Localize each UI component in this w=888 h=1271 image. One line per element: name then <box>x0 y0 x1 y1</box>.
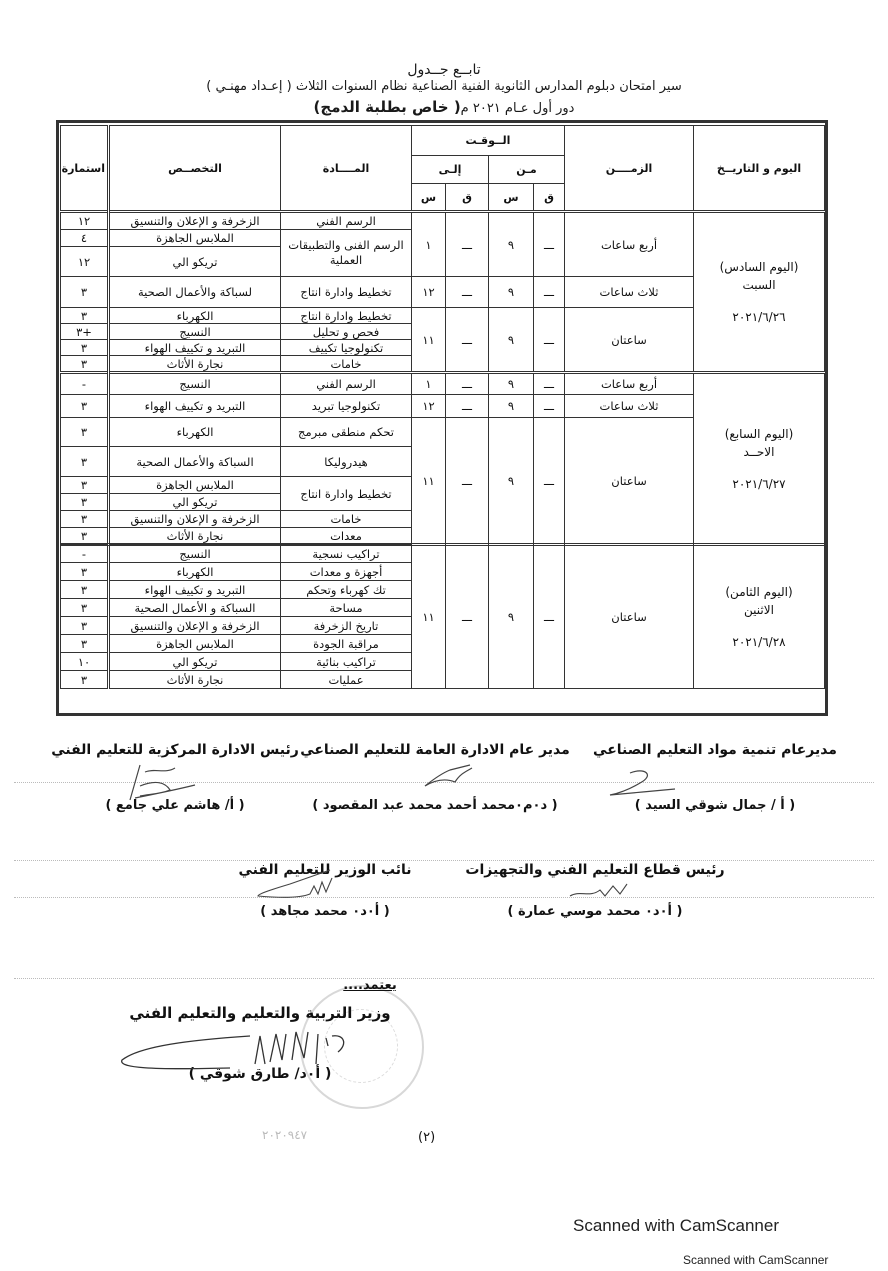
subject-cell: الرسم الفنى والتطبيقات العملية <box>281 230 412 277</box>
signatory-name: ( د٠م٠محمد أحمد محمد عبد المقصود ) <box>312 798 558 813</box>
subject-cell: عمليات <box>281 671 412 689</box>
to-s-cell: ١١ <box>412 418 446 545</box>
specialization-cell: الكهرباء <box>109 308 281 324</box>
specialization-cell: الزخرفة و الإعلان والتنسيق <box>109 511 281 528</box>
subject-cell: تخطيط وادارة انتاج <box>281 277 412 308</box>
signatory-title: نائب الوزير للتعليم الفني <box>238 862 412 878</box>
specialization-cell: نجارة الأثاث <box>109 528 281 545</box>
col-header-to: إلـى <box>412 156 489 184</box>
from-s-cell: ٩ <box>489 395 534 418</box>
specialization-cell: الكهرباء <box>109 563 281 581</box>
to-q-cell: ـــ <box>446 545 489 689</box>
col-header-form: استمارة <box>61 126 109 212</box>
specialization-cell: تريكو الي <box>109 653 281 671</box>
subject-cell: تراكيب نسجية <box>281 545 412 563</box>
to-s-cell: ١ <box>412 212 446 277</box>
specialization-cell: تريكو الي <box>109 247 281 277</box>
form-cell: ٣ <box>61 511 109 528</box>
col-header-time: الــوقـت <box>412 126 565 156</box>
specialization-cell: الزخرفة و الإعلان والتنسيق <box>109 617 281 635</box>
table-row <box>61 545 825 563</box>
duration-cell: ساعتان <box>565 418 694 545</box>
col-header-specialization: التخصــص <box>109 126 281 212</box>
form-cell: ٣ <box>61 447 109 477</box>
form-cell: ٣ <box>61 418 109 447</box>
subject-cell: الرسم الفني <box>281 373 412 395</box>
specialization-cell: التبريد و تكييف الهواء <box>109 581 281 599</box>
subject-cell: معدات <box>281 528 412 545</box>
form-cell: ٣ <box>61 528 109 545</box>
form-cell: ٣ <box>61 277 109 308</box>
signatory-name: ( أ٠د/ طارق شوقي ) <box>188 1066 332 1082</box>
specialization-cell: تريكو الي <box>109 494 281 511</box>
col-header-duration: الزمــــن <box>565 126 694 212</box>
to-s-cell: ١١ <box>412 545 446 689</box>
day-weekday: الاحــد <box>743 444 775 459</box>
to-q-cell: ـــ <box>446 395 489 418</box>
from-q-cell: ـــ <box>534 545 565 689</box>
col-header-day-date: اليوم و التاريــخ <box>694 126 825 212</box>
day-cell <box>694 545 825 689</box>
form-cell: ٣ <box>61 477 109 494</box>
signatory-title: رئيس الادارة المركزية للتعليم الفني <box>51 742 299 758</box>
signatory-name: ( أ٠د٠ محمد موسي عمارة ) <box>507 904 683 919</box>
form-cell: ١٢ <box>61 212 109 230</box>
from-q-cell: ـــ <box>534 277 565 308</box>
from-q-cell: ـــ <box>534 373 565 395</box>
day-cell <box>694 373 825 545</box>
session-bold-text: ( خاص بطلبة الدمج) <box>313 98 461 116</box>
session-text: دور أول عـام ٢٠٢١ م <box>460 101 575 116</box>
table-row <box>61 373 825 395</box>
specialization-cell: النسيج <box>109 545 281 563</box>
day-label: (اليوم الثامن) <box>725 585 793 599</box>
day-date: ٢٠٢١/٦/٢٨ <box>732 635 786 649</box>
subject-cell: تكنولوجيا تبريد <box>281 395 412 418</box>
specialization-cell: النسيج <box>109 373 281 395</box>
handwritten-signature <box>110 760 200 805</box>
from-q-cell: ـــ <box>534 308 565 373</box>
form-cell: ٣ <box>61 308 109 324</box>
exam-schedule-table <box>60 125 825 689</box>
subject-cell: الرسم الفني <box>281 212 412 230</box>
from-s-cell: ٩ <box>489 212 534 277</box>
subject-cell: تك كهرباء وتحكم <box>281 581 412 599</box>
approval-text: يعتمد.... <box>343 978 397 993</box>
col-header-from-q: ق <box>534 184 565 212</box>
duration-cell: ثلاث ساعات <box>565 277 694 308</box>
form-cell: ٣ <box>61 563 109 581</box>
subject-cell: أجهزة و معدات <box>281 563 412 581</box>
specialization-cell: الملابس الجاهزة <box>109 635 281 653</box>
col-header-from-s: س <box>489 184 534 212</box>
form-cell: ٣ <box>61 356 109 373</box>
signatory-title: وزير التربية والتعليم والتعليم الفني <box>129 1004 391 1022</box>
day-weekday: الاثنين <box>744 603 774 617</box>
signatory-title: رئيس قطاع التعليم الفني والتجهيزات <box>465 862 725 878</box>
duration-cell: أربع ساعات <box>565 212 694 277</box>
day-date: ٢٠٢١/٦/٢٧ <box>732 476 786 491</box>
duration-cell: أربع ساعات <box>565 373 694 395</box>
doc-heading-continuation: تابــع جــدول <box>407 62 481 78</box>
to-q-cell: ـــ <box>446 418 489 545</box>
approval-label <box>330 978 410 993</box>
form-cell: ٣ <box>61 617 109 635</box>
subject-cell: تحكم منطقى مبرمج <box>281 418 412 447</box>
handwritten-signature <box>565 882 635 902</box>
subject-cell: تراكيب بنائية <box>281 653 412 671</box>
subject-cell: تخطيط وادارة انتاج <box>281 308 412 324</box>
signatory-name: ( أ٠د٠ محمد مجاهد ) <box>260 904 390 919</box>
duration-cell: ثلاث ساعات <box>565 395 694 418</box>
form-cell: - <box>61 373 109 395</box>
col-header-subject: المــــادة <box>281 126 412 212</box>
signatory-title: مديرعام تنمية مواد التعليم الصناعي <box>593 742 837 758</box>
col-header-from: مـن <box>489 156 565 184</box>
handwritten-signature <box>410 760 480 790</box>
day-cell <box>694 212 825 373</box>
specialization-cell: النسيج <box>109 324 281 340</box>
doc-heading-title: سير امتحان دبلوم المدارس الثانوية الفنية الصناعية نظام السنوات الثلاث ( إعـداد مهنـي ) <box>206 79 682 94</box>
doc-heading-session <box>0 98 888 116</box>
duration-cell: ساعتان <box>565 308 694 373</box>
from-s-cell: ٩ <box>489 308 534 373</box>
col-header-to-q: ق <box>446 184 489 212</box>
scan-line <box>14 978 874 979</box>
from-q-cell: ـــ <box>534 212 565 277</box>
col-header-to-s: س <box>412 184 446 212</box>
duration-cell: ساعتان <box>565 545 694 689</box>
signatory-name: ( أ/ هاشم علي جامع ) <box>105 798 245 813</box>
form-cell: ١٠ <box>61 653 109 671</box>
to-s-cell: ١ <box>412 373 446 395</box>
day-weekday: السبت <box>742 278 776 292</box>
handwritten-signature <box>250 868 340 904</box>
page-number: (٢) <box>418 1130 436 1145</box>
subject-cell: خامات <box>281 511 412 528</box>
specialization-cell: الملابس الجاهزة <box>109 477 281 494</box>
from-s-cell: ٩ <box>489 277 534 308</box>
specialization-cell: التبريد و تكييف الهواء <box>109 395 281 418</box>
from-s-cell: ٩ <box>489 418 534 545</box>
subject-cell: تكنولوجيا تكييف <box>281 340 412 356</box>
subject-cell: خامات <box>281 356 412 373</box>
from-q-cell: ـــ <box>534 395 565 418</box>
subject-cell: فحص و تحليل <box>281 324 412 340</box>
table-row <box>61 212 825 230</box>
from-q-cell: ـــ <box>534 418 565 545</box>
form-cell: ٣ <box>61 395 109 418</box>
specialization-cell: لسباكة والأعمال الصحية <box>109 277 281 308</box>
from-s-cell: ٩ <box>489 545 534 689</box>
subject-cell: مراقبة الجودة <box>281 635 412 653</box>
specialization-cell: الكهرباء <box>109 418 281 447</box>
subject-cell: مساحة <box>281 599 412 617</box>
form-cell: ٣ <box>61 599 109 617</box>
specialization-cell: السباكة والأعمال الصحية <box>109 447 281 477</box>
specialization-cell: نجارة الأثاث <box>109 356 281 373</box>
signatory-title: مدير عام الادارة العامة للتعليم الصناعي <box>300 742 570 758</box>
form-cell: ٣ <box>61 635 109 653</box>
day-label: (اليوم السابع) <box>724 426 794 441</box>
form-cell: ٣ <box>61 581 109 599</box>
form-cell: ١٢ <box>61 247 109 277</box>
form-cell: ٣ <box>61 340 109 356</box>
specialization-cell: نجارة الأثاث <box>109 671 281 689</box>
day-date: ٢٠٢١/٦/٢٦ <box>732 310 786 324</box>
to-q-cell: ـــ <box>446 373 489 395</box>
subject-cell: هيدروليكا <box>281 447 412 477</box>
specialization-cell: السباكة و الأعمال الصحية <box>109 599 281 617</box>
subject-cell: تاريخ الزخرفة <box>281 617 412 635</box>
specialization-cell: التبريد و تكييف الهواء <box>109 340 281 356</box>
specialization-cell: الزخرفة و الإعلان والتنسيق <box>109 212 281 230</box>
form-cell: ٣ <box>61 494 109 511</box>
specialization-cell: الملابس الجاهزة <box>109 230 281 247</box>
camscanner-watermark-small: Scanned with CamScanner <box>683 1253 829 1267</box>
form-cell: ٣ <box>61 671 109 689</box>
to-s-cell: ١١ <box>412 308 446 373</box>
form-cell: +٣ <box>61 324 109 340</box>
form-cell: - <box>61 545 109 563</box>
handwritten-signature <box>110 1026 360 1076</box>
to-q-cell: ـــ <box>446 308 489 373</box>
to-q-cell: ـــ <box>446 212 489 277</box>
subject-cell: تخطيط وادارة انتاج <box>281 477 412 511</box>
handwritten-note: ٢٠٢٠٩٤٧ <box>262 1128 308 1142</box>
scan-line <box>14 860 874 861</box>
to-s-cell: ١٢ <box>412 277 446 308</box>
form-cell: ٤ <box>61 230 109 247</box>
camscanner-watermark: Scanned with CamScanner <box>573 1216 780 1235</box>
to-s-cell: ١٢ <box>412 395 446 418</box>
signatory-name: ( أ / جمال شوقي السيد ) <box>634 798 796 813</box>
from-s-cell: ٩ <box>489 373 534 395</box>
day-label: (اليوم السادس) <box>719 260 799 274</box>
to-q-cell: ـــ <box>446 277 489 308</box>
handwritten-signature <box>600 765 680 800</box>
